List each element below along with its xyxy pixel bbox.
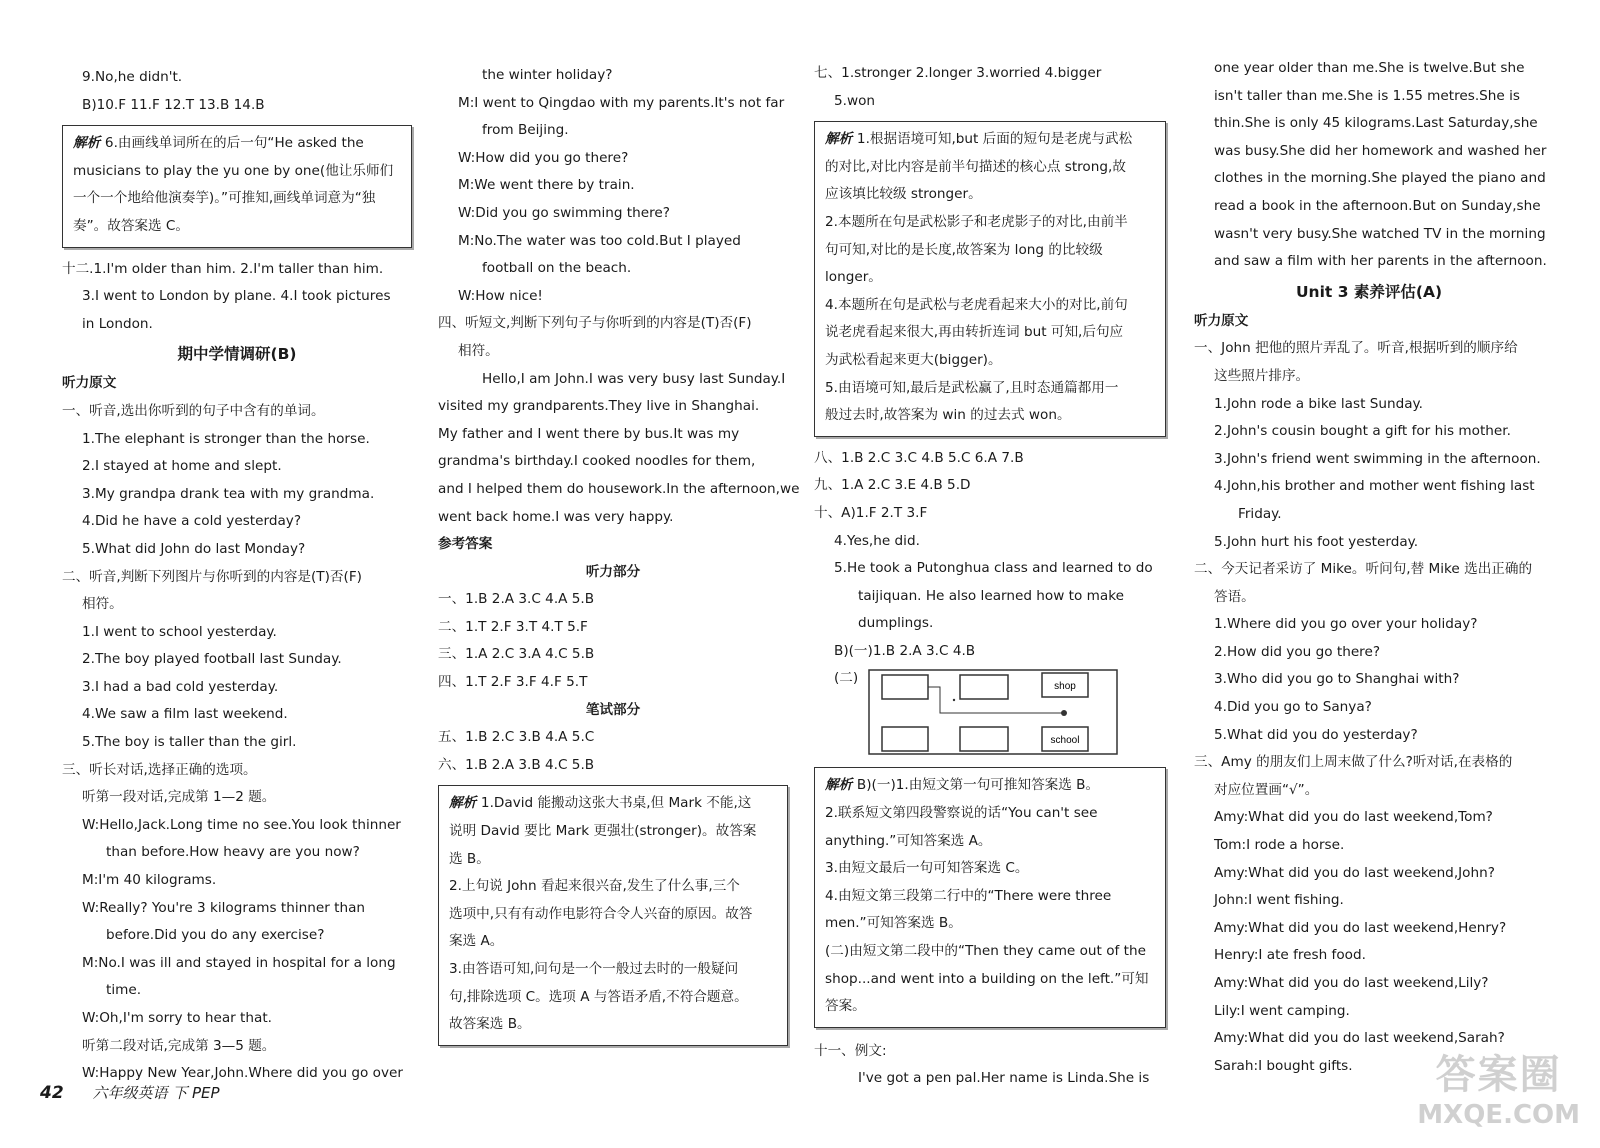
analysis-line xyxy=(449,818,777,846)
analysis-text: 故答案选 B。 xyxy=(449,1016,531,1033)
question-item: 1.John rode a bike last Sunday. xyxy=(1214,395,1423,412)
analysis-box xyxy=(438,785,788,1045)
analysis-line xyxy=(73,213,401,241)
answer-line: 五、1.B 2.C 3.B 4.A 5.C xyxy=(438,729,595,746)
question-item: 4.John,his brother and mother went fishing last xyxy=(1214,478,1535,495)
column-2 xyxy=(438,62,800,1046)
question-item: Friday. xyxy=(1238,505,1282,522)
question-heading xyxy=(1194,556,1544,611)
question-heading: 一、听音,选出你听到的句子中含有的单词。 xyxy=(62,402,325,419)
answer-line: 4.Yes,he did. xyxy=(834,532,920,549)
analysis-line xyxy=(449,928,777,956)
essay-line: was busy.She did her homework and washed her xyxy=(1214,142,1547,159)
dialog-line: football on the beach. xyxy=(482,260,632,277)
answer-line: 一、1.B 2.A 3.C 4.A 5.B xyxy=(438,591,595,608)
question-item: 4.Did you go to Sanya? xyxy=(1214,699,1372,716)
analysis-text: 应该填比较级 stronger。 xyxy=(825,186,982,203)
question-items xyxy=(62,426,412,564)
analysis-text: 2.上句说 John 看起来很兴奋,发生了什么事,三个 xyxy=(449,878,740,895)
analysis-text: 3.由答语可知,问句是一个一般过去时的一般疑问 xyxy=(449,961,739,977)
shop-label: shop xyxy=(1054,681,1077,693)
answer-line: 十二.1.I'm older than him. 2.I'm taller than him. xyxy=(62,260,384,277)
analysis-text: 4.由短文第三段第二行中的“There were three xyxy=(825,887,1112,904)
essay xyxy=(1194,55,1547,276)
question-item: 5.John hurt his foot yesterday. xyxy=(1214,533,1419,550)
question-heading xyxy=(1194,335,1544,390)
analysis-text: longer。 xyxy=(825,269,882,286)
question-item: 3.Who did you go to Shanghai with? xyxy=(1214,671,1460,688)
analysis-text xyxy=(449,790,777,1038)
question-item: 5.What did you do yesterday? xyxy=(1214,726,1418,743)
answer-lines xyxy=(814,528,1166,638)
analysis-text: 案选 A。 xyxy=(449,933,504,950)
answer-lines xyxy=(62,256,412,339)
analysis-box xyxy=(814,121,1166,437)
analysis-line xyxy=(825,237,1155,265)
answer-line: 5.won xyxy=(834,92,876,109)
dialog-line: M:No.The water was too cold.But I played xyxy=(458,232,741,249)
dialog-line: Sarah:I bought gifts. xyxy=(1214,1057,1353,1074)
passage-line: went back home.I was very happy. xyxy=(438,508,674,525)
dialog xyxy=(62,812,412,1033)
watermark-url: MXQE.COM xyxy=(1417,1100,1580,1130)
dialog-line: before.Did you do any exercise? xyxy=(106,927,325,944)
answer-line: 六、1.B 2.A 3.B 4.C 5.B xyxy=(438,756,595,773)
question-item: 1.Where did you go over your holiday? xyxy=(1214,616,1478,633)
analysis-line xyxy=(73,130,401,158)
question-heading: 相符。 xyxy=(82,596,123,613)
answer-line: taijiquan. He also learned how to make xyxy=(858,587,1124,604)
essay-line: and saw a film with her parents in the afternoon. xyxy=(1214,253,1547,270)
route-map-diagram xyxy=(868,669,1118,755)
analysis-text: 2.本题所在句是武松影子和老虎影子的对比,由前半 xyxy=(825,213,1128,230)
analysis-text: 选项中,只有有动作电影符合令人兴奋的原因。故答 xyxy=(449,905,753,922)
question-heading: 三、听长对话,选择正确的选项。 xyxy=(62,761,257,778)
passage-line: My father and I went there by bus.It was my xyxy=(438,425,740,442)
answer-line: 十、A)1.F 2.T 3.F xyxy=(814,504,928,521)
analysis-text: 4.本题所在句是武松与老虎看起来大小的对比,前句 xyxy=(825,296,1128,313)
question-item: 4.We saw a film last weekend. xyxy=(82,706,288,723)
analysis-text xyxy=(825,772,1155,1020)
watermark-logo xyxy=(1417,1043,1580,1130)
dialog-line: M:I went to Qingdao with my parents.It's not far xyxy=(458,94,785,111)
dialog-line: M:I'm 40 kilograms. xyxy=(82,872,217,889)
analysis-text: 选 B。 xyxy=(449,850,490,867)
answer-line: 5.He took a Putonghua class and learned to do xyxy=(834,560,1153,577)
essay-line: isn't taller than me.She is 1.55 metres.She is xyxy=(1214,87,1520,104)
instruction: 听第二段对话,完成第 3—5 题。 xyxy=(82,1037,276,1054)
listen-heading: 听力原文 xyxy=(1194,312,1249,329)
page-number: 42 xyxy=(40,1083,64,1103)
dialog-line: W:How nice! xyxy=(458,287,543,304)
dialog-line: W:Really? You're 3 kilograms thinner than xyxy=(82,899,366,916)
answer-lines xyxy=(814,60,1166,115)
listen-heading: 听力原文 xyxy=(62,375,117,392)
answer-line: 八、1.B 2.C 3.C 4.B 5.C 6.A 7.B xyxy=(814,449,1024,466)
analysis-line xyxy=(449,790,777,818)
unit-title: Unit 3 素养评估(A) xyxy=(1295,282,1443,301)
question-items xyxy=(1194,611,1544,749)
dialog-line: the winter holiday? xyxy=(482,67,613,83)
watermark-text: 答案圈 xyxy=(1435,1052,1562,1098)
answer-line: B)10.F 11.F 12.T 13.B 14.B xyxy=(82,96,265,113)
analysis-text: B)(一)1.由短文第一句可推知答案选 B。 xyxy=(856,777,1100,794)
analysis-text: 奏”。故答案选 C。 xyxy=(73,217,190,234)
analysis-text: 5.由语境可知,最后是武松赢了,且时态通篇都用一 xyxy=(825,379,1119,396)
dialog-line: time. xyxy=(106,982,142,999)
analysis-text: 说明 David 要比 Mark 更强壮(stronger)。故答案 xyxy=(449,823,757,840)
analysis-box xyxy=(62,125,412,247)
answer-lines xyxy=(438,724,788,779)
answer-line: 二、1.T 2.F 3.T 4.T 5.F xyxy=(438,618,588,635)
page-footer xyxy=(40,1082,220,1103)
analysis-text: 句可知,对比的是长度,故答案为 long 的比较级 xyxy=(825,241,1103,258)
building-box xyxy=(882,675,928,699)
analysis-line xyxy=(449,846,777,874)
analysis-line xyxy=(449,984,777,1012)
analysis-text xyxy=(825,126,1155,430)
question-item: 3.I had a bad cold yesterday. xyxy=(82,678,279,695)
dialog-line: W:Hello,Jack.Long time no see.You look thinner xyxy=(82,816,401,833)
analysis-line xyxy=(825,772,1155,800)
passage-line: and I helped them do housework.In the afternoon,we xyxy=(438,480,800,497)
dialog-line: Henry:I ate fresh food. xyxy=(1214,947,1366,964)
section-title: 期中学情调研(B) xyxy=(177,345,297,364)
dialog-line: Amy:What did you do last weekend,Tom? xyxy=(1214,809,1493,826)
question-heading xyxy=(438,310,788,365)
dialog-line: Amy:What did you do last weekend,Henry? xyxy=(1214,919,1507,936)
analysis-line xyxy=(825,126,1155,154)
analysis-tag: 解析 xyxy=(73,135,105,152)
answer-line: 3.I went to London by plane. 4.I took pictures xyxy=(82,288,391,305)
passage-line: visited my grandparents.They live in Shanghai. xyxy=(438,398,760,415)
building-box xyxy=(960,727,1008,751)
analysis-line xyxy=(825,264,1155,292)
analysis-text: 1.根据语境可知,but 后面的短句是老虎与武松 xyxy=(856,131,1133,148)
analysis-tag: 解析 xyxy=(825,131,857,148)
dialog-line: W:Happy New Year,John.Where did you go over xyxy=(82,1065,403,1082)
dialog-line: John:I went fishing. xyxy=(1214,892,1344,909)
question-item: 3.John's friend went swimming in the afternoon. xyxy=(1214,450,1541,467)
answer-line: in London. xyxy=(82,315,153,332)
passage-line: Hello,I am John.I was very busy last Sunday.I xyxy=(482,370,786,387)
question-item: 2.John's cousin bought a gift for his mother. xyxy=(1214,423,1511,440)
analysis-line xyxy=(825,938,1155,966)
dialog-line: W:How did you go there? xyxy=(458,149,629,166)
analysis-line xyxy=(825,966,1155,994)
building-box xyxy=(960,675,1008,699)
analysis-text: 答案。 xyxy=(825,998,866,1015)
instruction: 听第一段对话,完成第 1—2 题。 xyxy=(82,789,276,806)
passage-line: grandma's birthday.I cooked noodles for them, xyxy=(438,453,756,470)
answer-line: 九、1.A 2.C 3.E 4.B 5.D xyxy=(814,477,971,494)
analysis-text: men.”可知答案选 B。 xyxy=(825,915,962,932)
answer-line: 9.No,he didn't. xyxy=(82,69,183,85)
question-item: 5.The boy is taller than the girl. xyxy=(82,734,297,751)
dialog xyxy=(438,62,788,310)
route-end-dot xyxy=(1061,710,1067,716)
analysis-line xyxy=(825,910,1155,938)
question-item: 4.Did he have a cold yesterday? xyxy=(82,513,302,530)
analysis-line xyxy=(449,1011,777,1039)
essay-line: read a book in the afternoon.But on Sunday,she xyxy=(1214,197,1541,214)
school-label: school xyxy=(1050,735,1080,747)
analysis-text: anything.”可知答案选 A。 xyxy=(825,832,992,849)
essay-line: I've got a pen pal.Her name is Linda.She is xyxy=(858,1070,1150,1087)
question-item: 1.The elephant is stronger than the horse. xyxy=(82,430,370,447)
analysis-text: 为武松看起来更大(bigger)。 xyxy=(825,351,1002,368)
analysis-text: 句,排除选项 C。选项 A 与答语矛盾,不符合题意。 xyxy=(449,988,748,1005)
analysis-tag: 解析 xyxy=(825,777,857,794)
example-heading: 十一、例文: xyxy=(814,1042,887,1059)
dialog-line: Amy:What did you do last weekend,Lily? xyxy=(1214,975,1489,991)
question-items xyxy=(1194,391,1544,557)
analysis-text: (二)由短文第二段中的“Then they came out of the xyxy=(825,943,1146,960)
dialog-line: Tom:I rode a horse. xyxy=(1214,837,1345,854)
question-items xyxy=(62,619,412,757)
question-heading xyxy=(62,564,412,619)
essay-line: clothes in the morning.She played the piano and xyxy=(1214,170,1546,187)
passage xyxy=(438,366,800,532)
question-item: 2.How did you go there? xyxy=(1214,643,1381,660)
dialog-line: than before.How heavy are you now? xyxy=(106,844,360,861)
analysis-line xyxy=(825,375,1155,403)
analysis-line xyxy=(825,209,1155,237)
analysis-line xyxy=(825,993,1155,1021)
dialog-line: from Beijing. xyxy=(482,122,569,139)
analysis-line xyxy=(449,956,777,984)
question-item: 2.I stayed at home and slept. xyxy=(82,458,282,475)
answer-line: 四、1.T 2.F 3.F 4.F 5.T xyxy=(438,674,588,691)
answer-line: 七、1.stronger 2.longer 3.worried 4.bigger xyxy=(814,65,1102,81)
question-heading: 这些照片排序。 xyxy=(1214,367,1310,384)
answer-lines xyxy=(814,445,1166,528)
analysis-line xyxy=(825,319,1155,347)
question-heading xyxy=(1194,749,1544,804)
analysis-line xyxy=(825,402,1155,430)
dialog-line: W:Did you go swimming there? xyxy=(458,204,670,221)
analysis-text: 3.由短文最后一句可知答案选 C。 xyxy=(825,860,1029,877)
dialog-line: Lily:I went camping. xyxy=(1214,1002,1350,1019)
question-item: 1.I went to school yesterday. xyxy=(82,623,277,640)
part-heading: 听力部分 xyxy=(585,563,641,580)
question-heading: 答语。 xyxy=(1214,588,1255,605)
answer-line: dumplings. xyxy=(858,615,934,632)
essay-line: wasn't very busy.She watched TV in the morning xyxy=(1214,225,1546,242)
answer-line: B)(一)1.B 2.A 3.C 4.B xyxy=(834,642,976,659)
analysis-line xyxy=(73,158,401,186)
building-box xyxy=(882,727,928,751)
column-3 xyxy=(814,60,1166,1093)
dialog xyxy=(1194,804,1544,1080)
analysis-line xyxy=(825,154,1155,182)
analysis-text: 2.联系短文第四段警察说的话“You can't see xyxy=(825,805,1098,822)
dialog-line: Amy:What did you do last weekend,Sarah? xyxy=(1214,1030,1505,1047)
analysis-line xyxy=(825,292,1155,320)
analysis-line xyxy=(825,883,1155,911)
dialog-line: W:Oh,I'm sorry to hear that. xyxy=(82,1010,272,1026)
analysis-text: 说老虎看起来很大,再由转折连词 but 可知,后句应 xyxy=(825,324,1124,341)
analysis-line xyxy=(825,347,1155,375)
dialog-line: M:No.I was ill and stayed in hospital for a long xyxy=(82,954,396,971)
answer-lines xyxy=(62,64,412,119)
essay-line: one year older than me.She is twelve.But she xyxy=(1214,60,1525,76)
part-heading: 笔试部分 xyxy=(585,701,641,718)
map-answer xyxy=(814,665,1166,761)
analysis-line xyxy=(825,828,1155,856)
analysis-text: 6.由画线单词所在的后一句“He asked the xyxy=(104,135,364,152)
analysis-line xyxy=(825,855,1155,883)
answer-label: (二) xyxy=(834,670,859,687)
book-subject: 六年级英语 下 PEP xyxy=(92,1084,220,1102)
analysis-text: 一个一个地给他演奏竽)。”可推知,画线单词意为“独 xyxy=(73,190,376,207)
column-4 xyxy=(1194,55,1547,1080)
analysis-text: musicians to play the yu one by one(他让乐师们 xyxy=(73,162,394,179)
analysis-line xyxy=(449,901,777,929)
analysis-text: 般过去时,故答案为 win 的过去式 won。 xyxy=(825,407,1071,424)
analysis-line xyxy=(449,873,777,901)
question-item: 2.The boy played football last Sunday. xyxy=(82,651,342,668)
question-heading: 一、John 把他的照片弄乱了。听音,根据听到的顺序给 xyxy=(1194,340,1518,357)
essay-line: thin.She is only 45 kilograms.Last Saturday,she xyxy=(1214,115,1538,132)
question-heading: 相符。 xyxy=(458,342,499,359)
reference-heading: 参考答案 xyxy=(438,536,493,553)
question-heading: 二、今天记者采访了 Mike。听问句,替 Mike 选出正确的 xyxy=(1194,561,1533,578)
analysis-tag: 解析 xyxy=(449,795,481,812)
analysis-text: shop...and went into a building on the left.”可知 xyxy=(825,970,1149,987)
analysis-line xyxy=(825,800,1155,828)
answer-line: 三、1.A 2.C 3.A 4.C 5.B xyxy=(438,646,595,663)
analysis-line xyxy=(73,185,401,213)
dialog-line: M:We went there by train. xyxy=(458,177,635,194)
question-heading: 对应位置画“√”。 xyxy=(1214,781,1319,798)
analysis-text: 的对比,对比内容是前半句描述的核心点 strong,故 xyxy=(825,158,1126,175)
question-heading: 三、Amy 的朋友们上周末做了什么?听对话,在表格的 xyxy=(1194,754,1513,771)
question-item: 3.My grandpa drank tea with my grandma. xyxy=(82,485,375,502)
analysis-text xyxy=(73,130,401,240)
analysis-text: 1.David 能搬动这张大书桌,但 Mark 不能,这 xyxy=(480,795,752,812)
column-1 xyxy=(62,64,412,1088)
question-item: 5.What did John do last Monday? xyxy=(82,540,306,557)
answer-lines xyxy=(438,586,788,696)
analysis-line xyxy=(825,181,1155,209)
question-heading: 四、听短文,判断下列句子与你听到的内容是(T)否(F) xyxy=(438,315,752,332)
dialog-line: Amy:What did you do last weekend,John? xyxy=(1214,864,1495,881)
analysis-box xyxy=(814,767,1166,1027)
question-heading: 二、听音,判断下列图片与你听到的内容是(T)否(F) xyxy=(62,568,362,585)
